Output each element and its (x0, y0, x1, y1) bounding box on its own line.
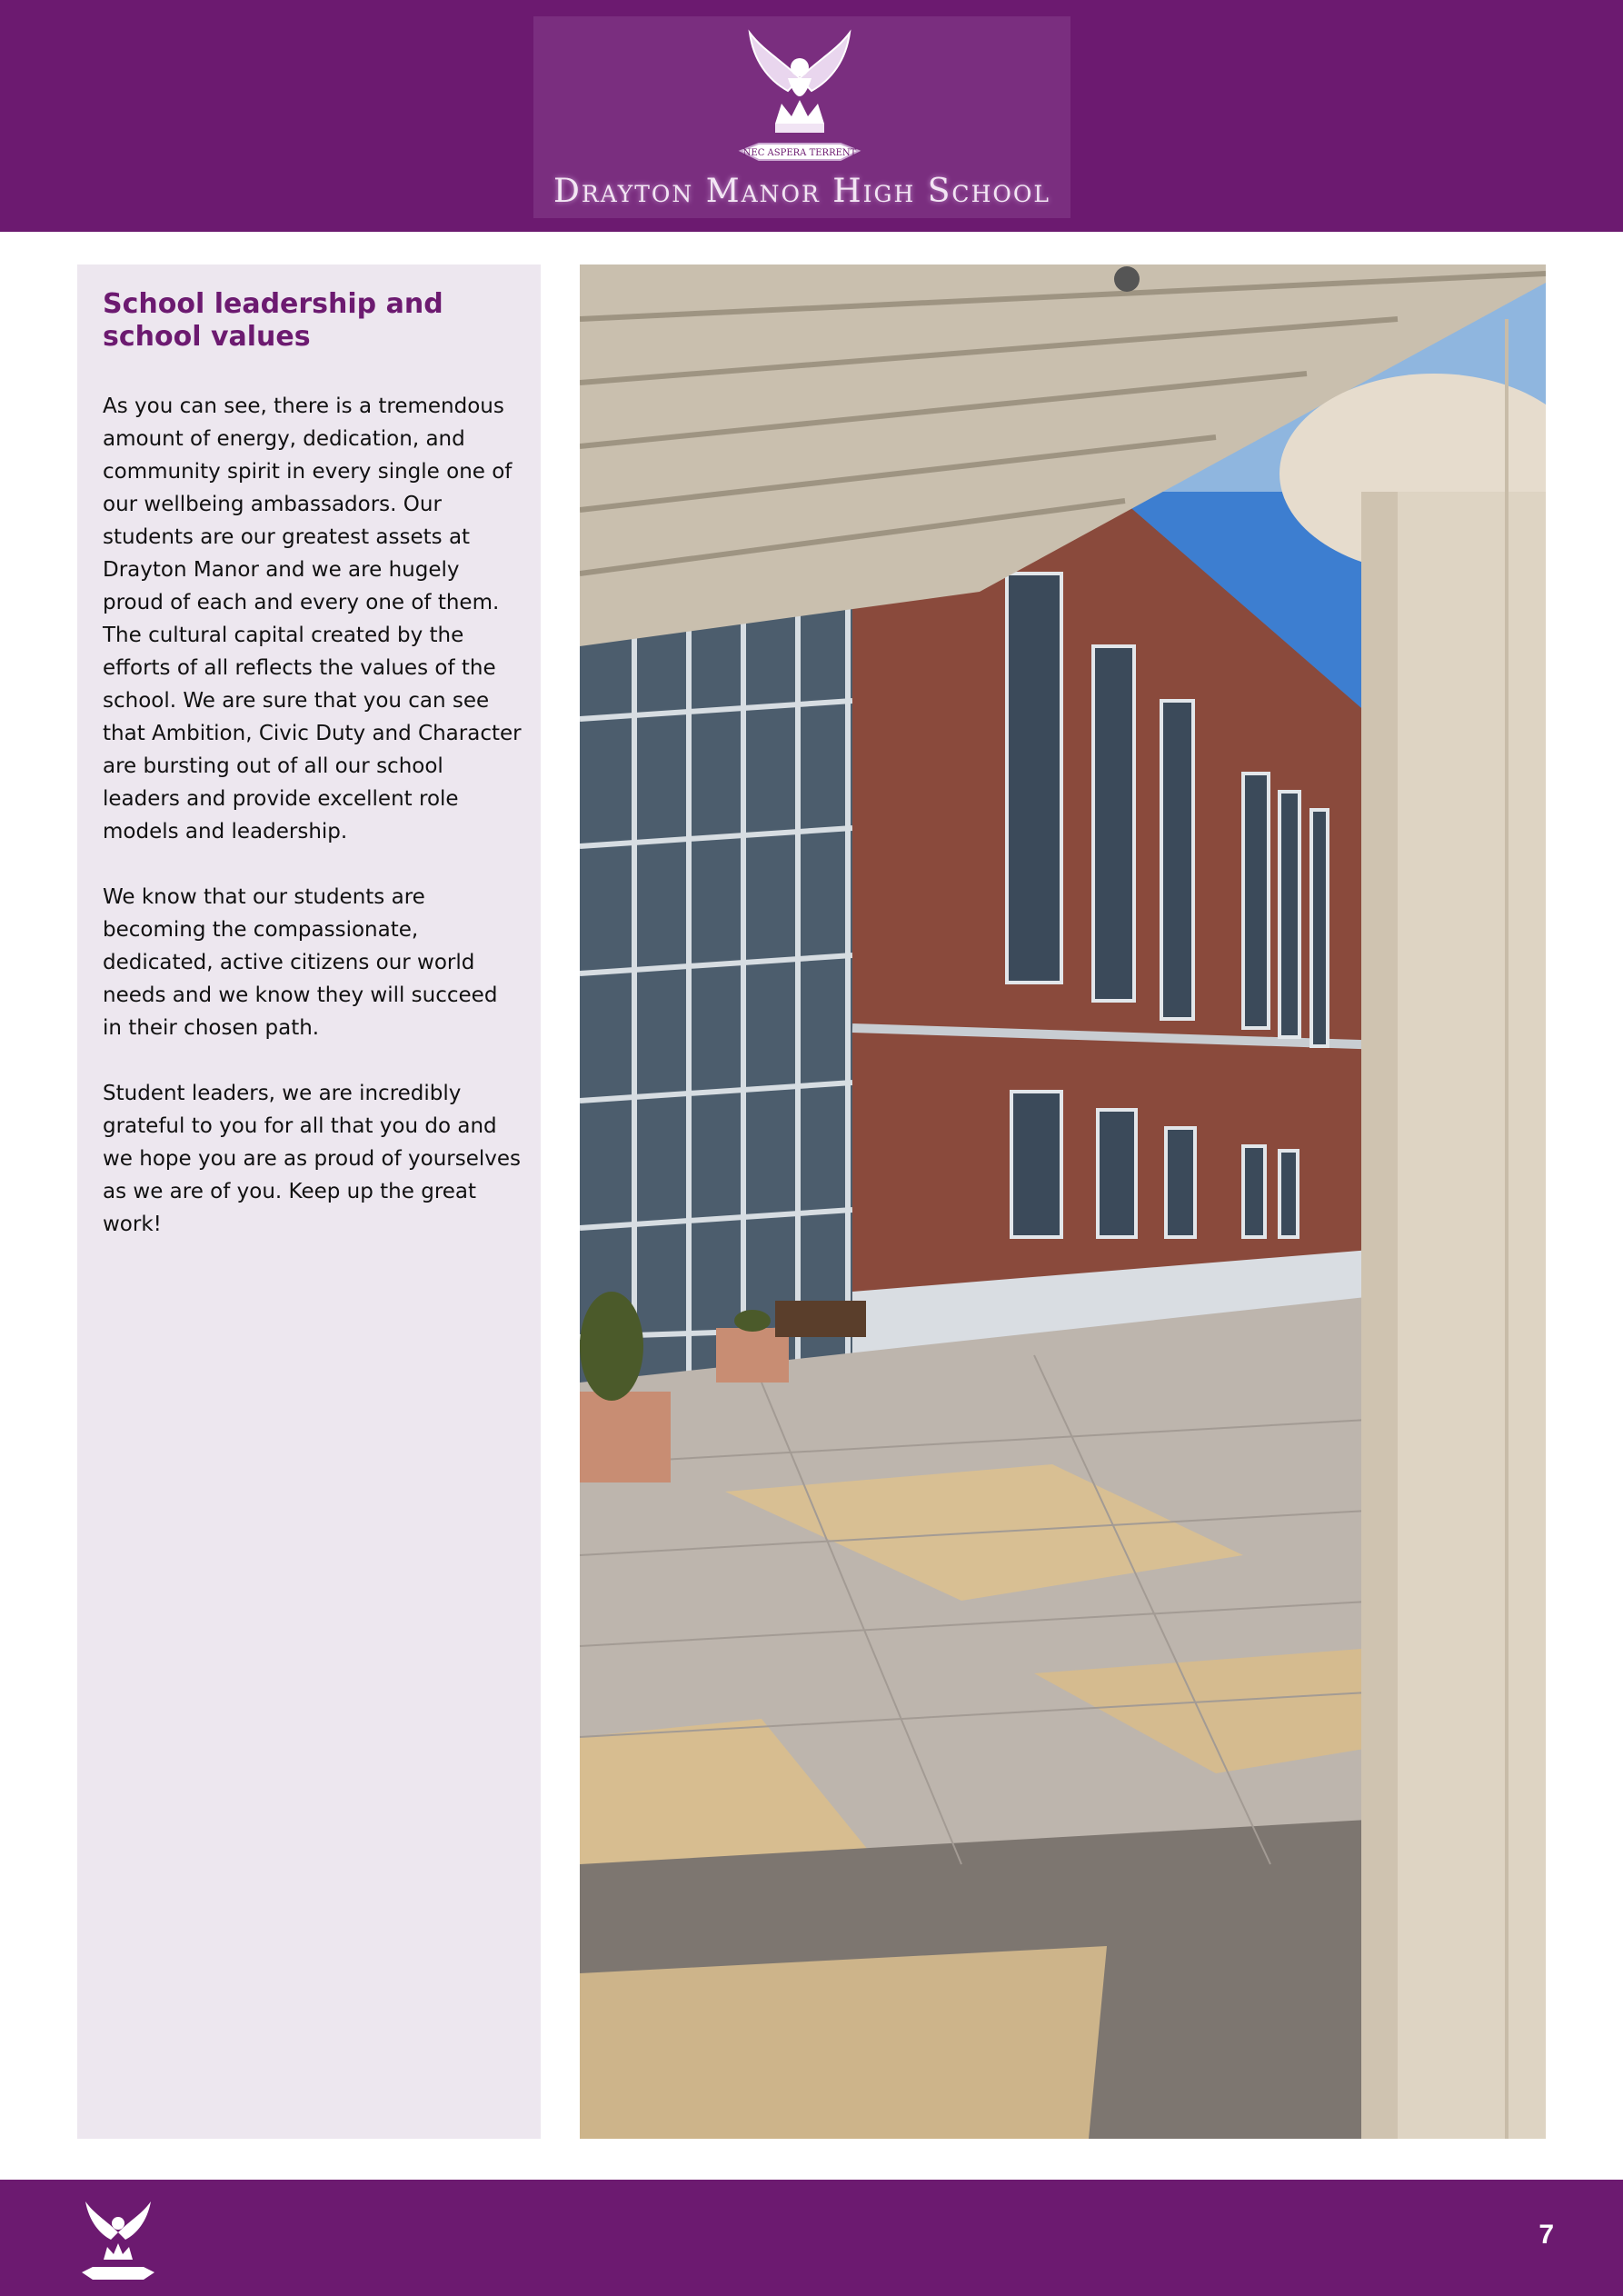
motto-text: NEC ASPERA TERRENT (742, 148, 857, 158)
paragraph-3: Student leaders, we are incredibly grateful to you for all that you do and we hope you are as proud of yourselves as we are of you. Keep up the great work! (103, 1082, 522, 1236)
text-panel (77, 265, 541, 2139)
school-building-photo (580, 265, 1546, 2139)
paragraph-1: As you can see, there is a tremendous amount of energy, dedication, and community spirit in every single one of our wellbeing ambassadors. Our students are our greatest assets at Drayton Manor and we are hugely proud of each and every one of them. The cultural capital created by the efforts of all reflects the values of the school. We are sure that you can see that Ambition, Civic Duty and Character are bursting out of all our school leaders and provide excellent role models and leadership. (103, 394, 522, 844)
school-name: Drayton Manor High School (553, 173, 1050, 210)
page-number: 7 (1538, 2220, 1554, 2250)
page-header (0, 0, 1623, 232)
paragraph-2: We know that our students are becoming the compassionate, dedicated, active citizens our world needs and we know they will succeed in their chosen path. (103, 885, 498, 1040)
school-crest-logo (732, 24, 868, 178)
school-banner (533, 16, 1070, 218)
body-text (103, 390, 523, 1273)
photo-illustration (580, 265, 1546, 2139)
section-title: School leadership and school values (103, 288, 443, 353)
footer-crest-logo (76, 2196, 160, 2283)
page-footer (0, 2180, 1623, 2296)
